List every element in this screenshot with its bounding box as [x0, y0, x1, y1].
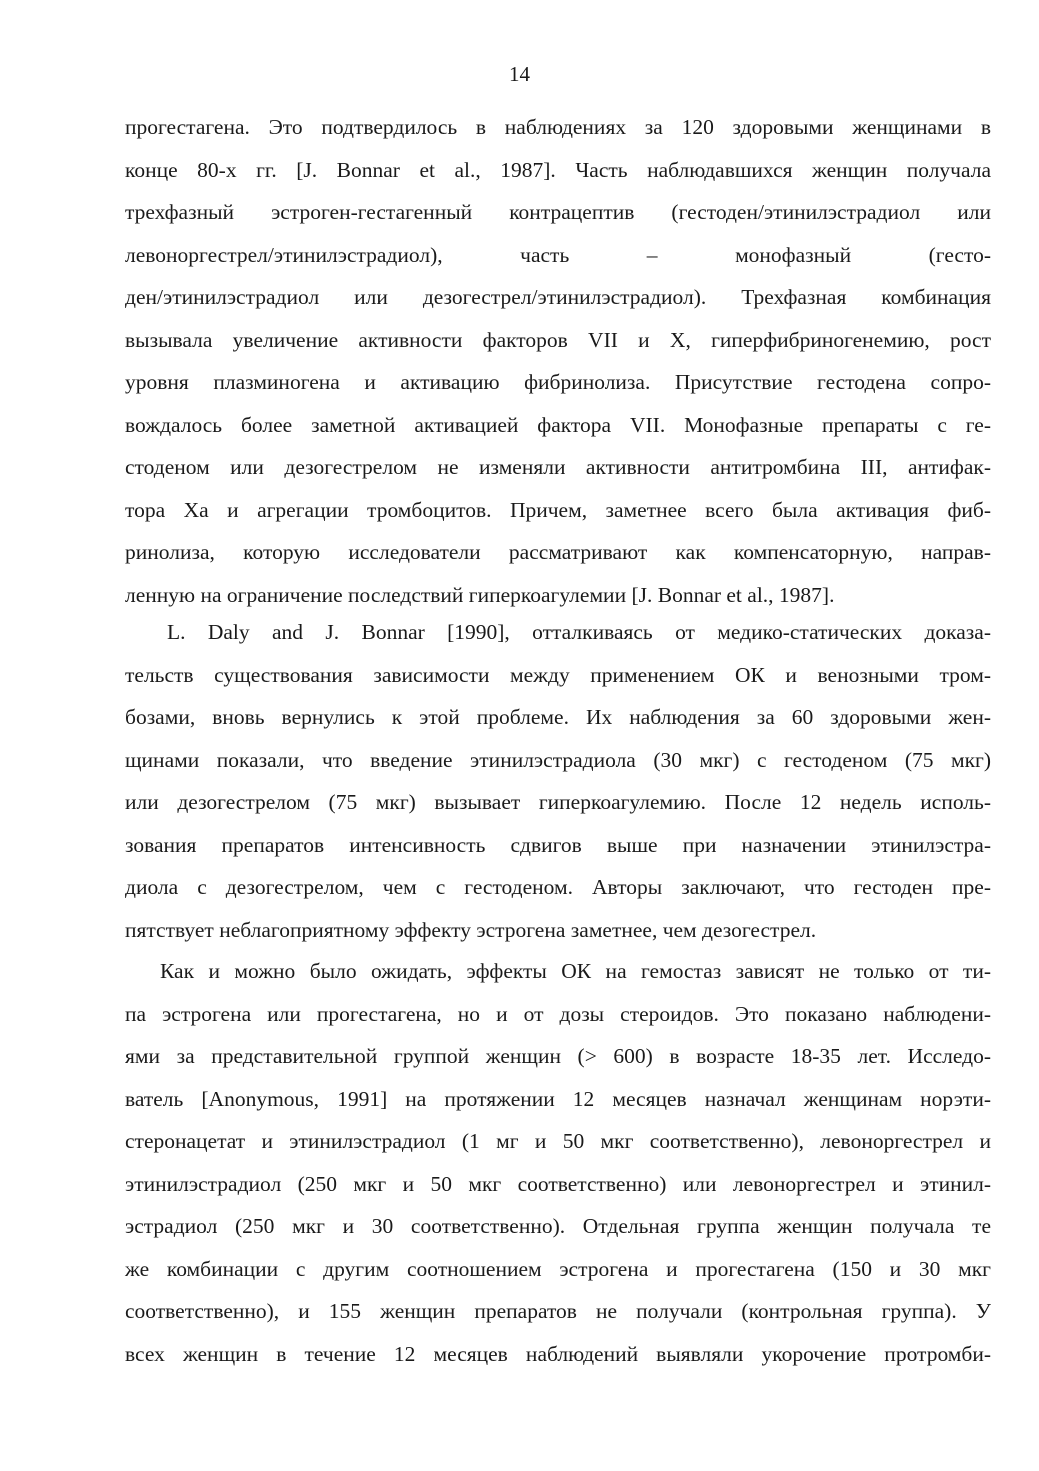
text-line: ватель [Anonymous, 1991] на протяжении 12 месяцев назначал женщинам норэти- — [125, 1086, 991, 1111]
text-line: диола с дезогестрелом, чем с гестоденом. Авторы заключают, что гестоден пре- — [125, 875, 991, 899]
text-line: бозами, вновь вернулись к этой проблеме. Их наблюдения за 60 здоровыми жен- — [125, 705, 991, 729]
text-line: тора Ха и агрегации тромбоцитов. Причем, заметнее всего была активация фиб- — [125, 497, 991, 522]
paragraph — [125, 950, 991, 1375]
text-line: вызывала увеличение активности факторов VII и X, гиперфибриногенемию, рост — [125, 327, 991, 352]
text-line: ями за представительной группой женщин (> 600) в возрасте 18-35 лет. Исследо- — [125, 1044, 991, 1068]
paragraph — [125, 106, 991, 616]
text-line: па эстрогена или прогестагена, но и от дозы стероидов. Это показано наблюдени- — [125, 1001, 991, 1026]
text-line: щинами показали, что введение этинилэстрадиола (30 мкг) с гестоденом (75 мкг) — [125, 747, 991, 772]
text-line: или дезогестрелом (75 мкг) вызывает гиперкоагулемию. После 12 недель исполь- — [125, 790, 991, 814]
text-line: конце 80-х гг. [J. Bonnar et al., 1987]. Часть наблюдавшихся женщин получала — [125, 157, 991, 182]
text-line: трехфазный эстроген-гестагенный контрацептив (гестоден/этинилэстрадиол или — [125, 200, 991, 224]
text-line: стеронацетат и этинилэстрадиол (1 мг и 50 мкг соответственно), левоноргестрел и — [125, 1129, 991, 1153]
text-line: же комбинации с другим соотношением эстрогена и прогестагена (150 и 30 мкг — [125, 1256, 991, 1281]
text-line: эстрадиол (250 мкг и 30 соответственно). Отдельная группа женщин получала те — [125, 1214, 991, 1238]
text-line: вождалось более заметной активацией фактора VII. Монофазные препараты с ге- — [125, 412, 991, 437]
text-line: L. Daly and J. Bonnar [1990], отталкиваясь от медико-статических доказа- — [167, 620, 991, 644]
page-number: 14 — [509, 62, 530, 86]
text-line: этинилэстрадиол (250 мкг и 50 мкг соответственно) или левоноргестрел и этинил- — [125, 1171, 991, 1196]
paragraph — [125, 611, 991, 951]
text-line: зования препаратов интенсивность сдвигов выше при назначении этинилэстра- — [125, 832, 991, 857]
text-line: прогестагена. Это подтвердилось в наблюдениях за 120 здоровыми женщинами в — [125, 115, 991, 139]
text-line: пятствует неблагоприятному эффекту эстрогена заметнее, чем дезогестрел. — [125, 917, 817, 942]
text-line: тельств существования зависимости между применением ОК и венозными тром- — [125, 662, 991, 687]
text-line: соответственно), и 155 женщин препаратов не получали (контрольная группа). У — [125, 1299, 991, 1323]
text-line: стоденом или дезогестрелом не изменяли активности антитромбина III, антифак- — [125, 455, 991, 479]
text-line: ринолиза, которую исследователи рассматривают как компенсаторную, направ- — [125, 540, 991, 564]
text-line: ленную на ограничение последствий гиперкоагулемии [J. Bonnar et al., 1987]. — [125, 582, 835, 607]
text-line: уровня плазминогена и активацию фибринолиза. Присутствие гестодена сопро- — [125, 370, 991, 394]
text-line: Как и можно было ожидать, эффекты ОК на гемостаз зависят не только от ти- — [160, 959, 991, 983]
text-line: ден/этинилэстрадиол или дезогестрел/этинилэстрадиол). Трехфазная комбинация — [125, 285, 991, 309]
text-line: всех женщин в течение 12 месяцев наблюдений выявляли укорочение протромби- — [125, 1341, 991, 1366]
text-line: левоноргестрел/этинилэстрадиол), часть – монофазный (гесто- — [125, 242, 991, 267]
